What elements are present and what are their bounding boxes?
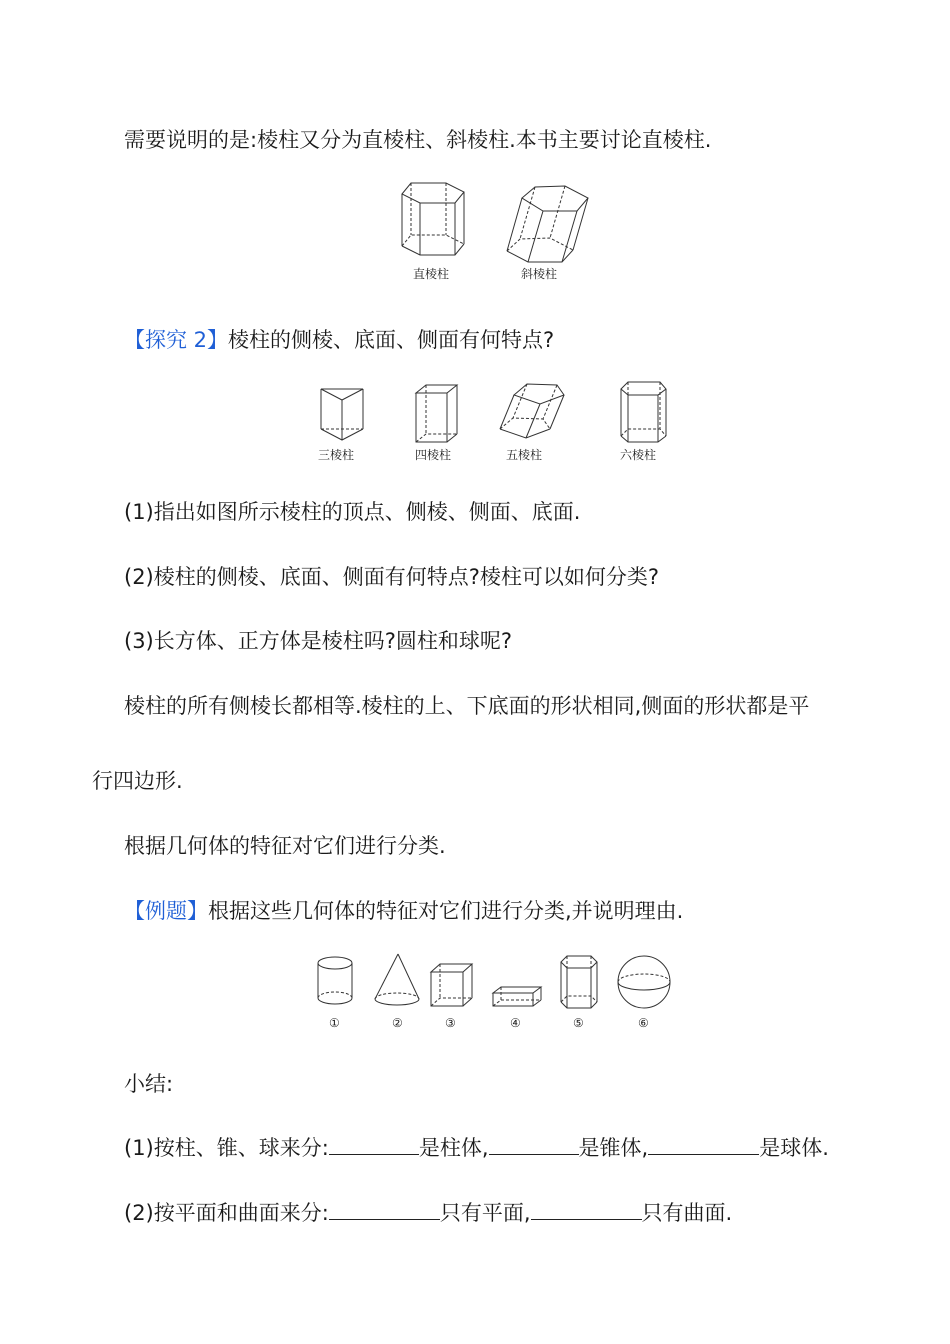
example-paragraph — [124, 897, 683, 925]
question-2: (2)棱柱的侧棱、底面、侧面有何特点?棱柱可以如何分类? — [124, 565, 660, 589]
summary-item-2 — [124, 1199, 732, 1227]
caption-hexagonal-prism: 六棱柱 — [620, 448, 657, 462]
explore-paragraph — [124, 326, 554, 354]
caption-triangular-prism: 三棱柱 — [318, 448, 355, 462]
caption-solid-1: ① — [329, 1016, 340, 1030]
question-1: (1)指出如图所示棱柱的顶点、侧棱、侧面、底面. — [124, 500, 581, 524]
caption-quadrilateral-prism: 四棱柱 — [415, 448, 452, 462]
caption-right-prism: 直棱柱 — [413, 267, 450, 281]
explore-text: 棱柱的侧棱、底面、侧面有何特点? — [228, 328, 555, 352]
summary-heading: 小结: — [124, 1072, 174, 1096]
example-text: 根据这些几何体的特征对它们进行分类,并说明理由. — [208, 899, 684, 923]
explore-label: 【探究 2】 — [124, 328, 229, 352]
blank-cylinders[interactable] — [329, 1134, 419, 1155]
figure-six-solids — [310, 950, 680, 1036]
blank-planar[interactable] — [329, 1199, 440, 1220]
blank-cones[interactable] — [489, 1134, 579, 1155]
caption-pentagonal-prism: 五棱柱 — [506, 448, 543, 462]
answer-line-1: 棱柱的所有侧棱长都相等.棱柱的上、下底面的形状相同,侧面的形状都是平 — [124, 694, 810, 718]
summary-1-cones: 是锥体, — [578, 1136, 649, 1160]
caption-solid-2: ② — [392, 1016, 403, 1030]
answer-line-2: 行四边形. — [92, 769, 183, 793]
summary-1-cylinders: 是柱体, — [418, 1136, 489, 1160]
classify-paragraph: 根据几何体的特征对它们进行分类. — [124, 834, 446, 858]
summary-1-spheres: 是球体. — [759, 1136, 829, 1160]
blank-curved[interactable] — [531, 1199, 642, 1220]
figure-right-oblique-prism — [395, 178, 595, 284]
summary-2-planar: 只有平面, — [439, 1201, 531, 1225]
summary-item-1 — [124, 1134, 829, 1162]
summary-2-prefix: (2)按平面和曲面来分: — [124, 1201, 329, 1225]
blank-spheres[interactable] — [648, 1134, 759, 1155]
summary-2-curved: 只有曲面. — [641, 1201, 733, 1225]
caption-solid-4: ④ — [510, 1016, 521, 1030]
question-3: (3)长方体、正方体是棱柱吗?圆柱和球呢? — [124, 629, 513, 653]
note-paragraph: 需要说明的是:棱柱又分为直棱柱、斜棱柱.本书主要讨论直棱柱. — [124, 128, 712, 152]
figure-prism-types — [312, 380, 672, 466]
summary-1-prefix: (1)按柱、锥、球来分: — [124, 1136, 329, 1160]
example-label: 【例题】 — [124, 899, 208, 923]
caption-solid-3: ③ — [445, 1016, 456, 1030]
caption-solid-5: ⑤ — [573, 1016, 584, 1030]
caption-solid-6: ⑥ — [638, 1016, 649, 1030]
caption-oblique-prism: 斜棱柱 — [521, 267, 558, 281]
